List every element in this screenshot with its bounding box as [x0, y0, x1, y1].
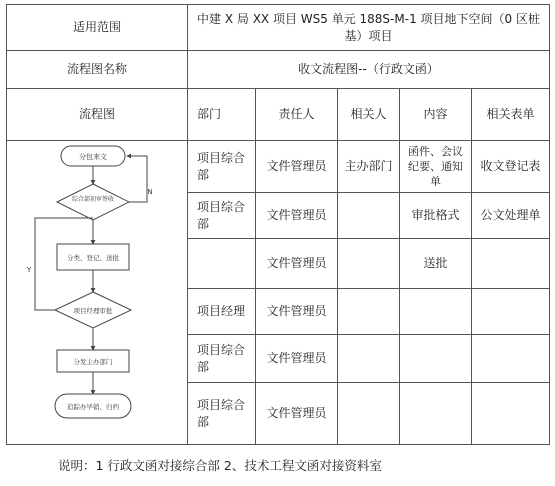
start-label: 分包来文 — [79, 153, 107, 161]
cell-content — [400, 289, 472, 335]
cell-dept: 项目经理 — [188, 289, 256, 335]
col-related: 相关人 — [338, 89, 400, 141]
cell-forms — [472, 383, 550, 445]
no-label: N — [147, 188, 153, 196]
cell-related — [338, 239, 400, 289]
scope-value: 中建 X 局 XX 项目 WS5 单元 188S-M-1 项目地下空间（0 区桩基）项目 — [188, 5, 550, 51]
cell-related — [338, 335, 400, 383]
approve-label: 项目经理审批 — [73, 307, 113, 315]
cell-dept — [188, 239, 256, 289]
cell-content — [400, 383, 472, 445]
flow-name-value: 收文流程图--（行政文函） — [188, 51, 550, 89]
cell-dept: 项目综合部 — [188, 383, 256, 445]
cell-responsible: 文件管理员 — [256, 383, 338, 445]
col-forms: 相关表单 — [472, 89, 550, 141]
end-label: 追踪办毕销、归档 — [67, 403, 119, 411]
cell-forms: 公文处理单 — [472, 193, 550, 239]
cell-responsible: 文件管理员 — [256, 335, 338, 383]
cell-related — [338, 193, 400, 239]
cell-forms — [472, 289, 550, 335]
cell-dept: 项目综合部 — [188, 193, 256, 239]
col-dept: 部门 — [188, 89, 256, 141]
footnote: 说明：1 行政文函对接综合部 2、技术工程文函对接资料室 — [58, 458, 382, 473]
distribute-label: 分发主办部门 — [73, 358, 113, 366]
flowchart-svg — [7, 132, 187, 448]
col-content: 内容 — [400, 89, 472, 141]
scope-label: 适用范围 — [7, 5, 188, 51]
flow-name-row — [7, 51, 550, 89]
cell-dept: 项目综合部 — [188, 335, 256, 383]
connector — [127, 156, 147, 202]
cell-responsible: 文件管理员 — [256, 289, 338, 335]
cell-responsible: 文件管理员 — [256, 141, 338, 193]
cell-dept: 项目综合部 — [188, 141, 256, 193]
cell-responsible: 文件管理员 — [256, 193, 338, 239]
cell-content: 函件、会议纪要、通知单 — [400, 141, 472, 193]
yes-label: Y — [26, 266, 32, 274]
check-label: 综合部初审签收 — [71, 196, 115, 203]
cell-related — [338, 383, 400, 445]
cell-responsible: 文件管理员 — [256, 239, 338, 289]
cell-forms: 收文登记表 — [472, 141, 550, 193]
cell-content: 审批格式 — [400, 193, 472, 239]
cell-forms — [472, 335, 550, 383]
col-flowchart: 流程图 — [7, 89, 188, 141]
step3-label: 分类、登记、送批 — [67, 254, 119, 262]
cell-related — [338, 289, 400, 335]
scope-row — [7, 5, 550, 51]
cell-forms — [472, 239, 550, 289]
flow-name-label: 流程图名称 — [7, 51, 188, 89]
flowchart — [7, 132, 187, 448]
col-responsible: 责任人 — [256, 89, 338, 141]
cell-content — [400, 335, 472, 383]
cell-related: 主办部门 — [338, 141, 400, 193]
cell-content: 送批 — [400, 239, 472, 289]
